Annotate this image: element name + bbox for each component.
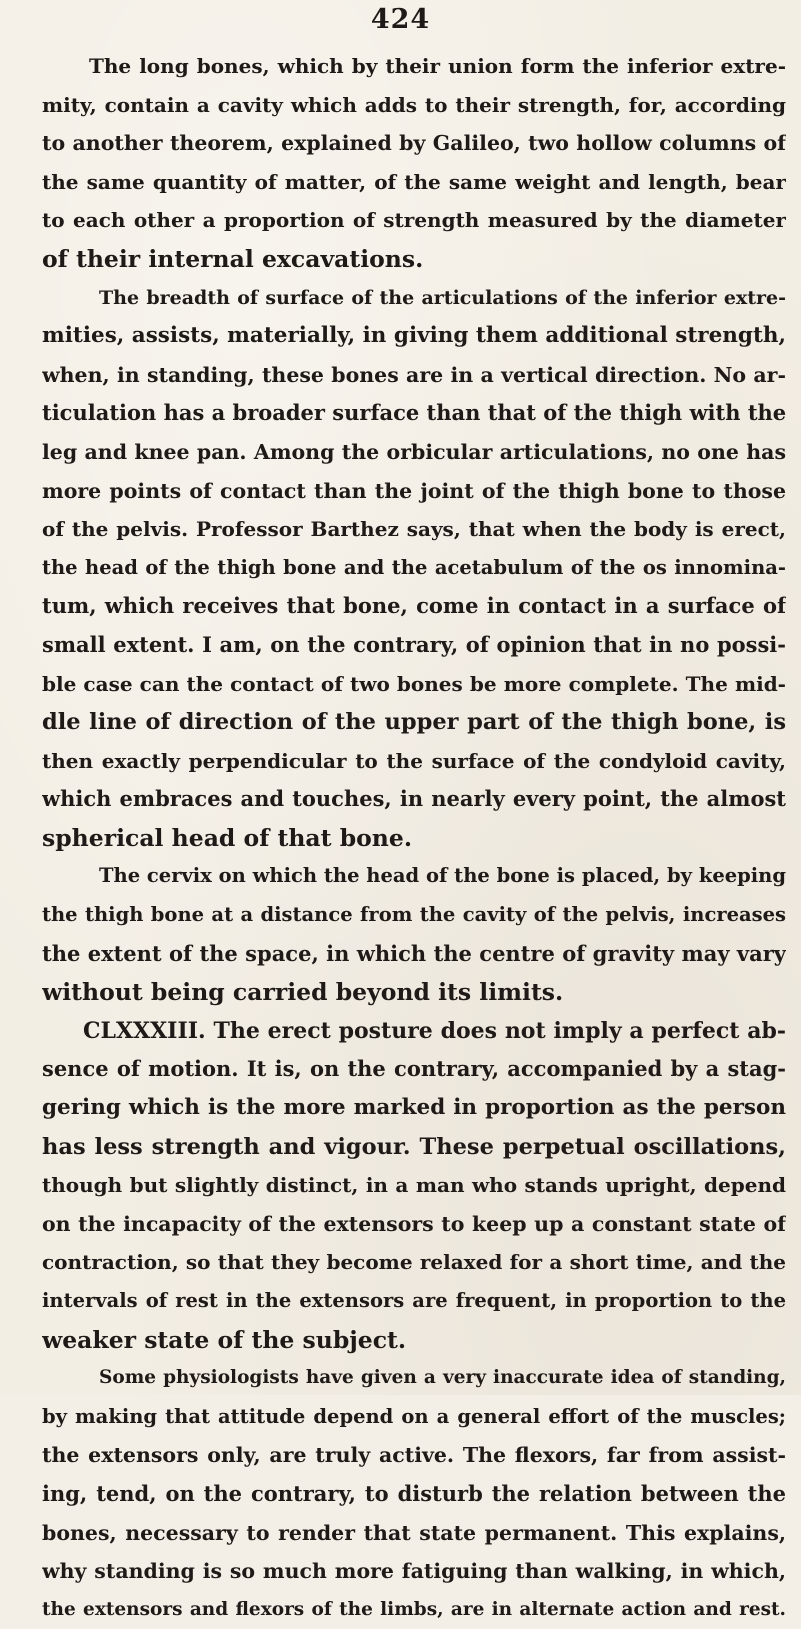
text-line: mities, assists, materially, in giving them additional strength, — [42, 323, 786, 349]
text-line: small extent. I am, on the contrary, of opinion that in no possi- — [42, 631, 786, 657]
text-line: the thigh bone at a distance from the cavity of the pelvis, increases — [42, 903, 786, 927]
text-line: which embraces and touches, in nearly every point, the almost — [42, 786, 786, 812]
body-text — [42, 47, 786, 1629]
text-line: sence of motion. It is, on the contrary, accompanied by a stag- — [42, 1056, 786, 1082]
text-line: gering which is the more marked in proportion as the person — [42, 1095, 786, 1121]
text-line: why standing is so much more fatiguing than walking, in which, — [42, 1559, 786, 1584]
text-line: the same quantity of matter, of the same weight and length, bear — [42, 169, 786, 194]
text-line: spherical head of that bone. — [42, 823, 413, 852]
text-line: then exactly perpendicular to the surface of the condyloid cavity, — [42, 748, 786, 773]
text-line: The cervix on which the head of the bone is placed, by keeping — [99, 864, 786, 888]
text-line: the extensors and flexors of the limbs, are in alternate action and rest. — [42, 1598, 786, 1620]
text-line: ticulation has a broader surface than that of the thigh with the — [42, 400, 786, 426]
text-line: tum, which receives that bone, come in contact in a surface of — [42, 593, 786, 619]
text-line: of their internal excavations. — [42, 244, 424, 273]
text-line: the extent of the space, in which the centre of gravity may vary — [42, 940, 786, 966]
page-number: 424 — [370, 4, 431, 35]
text-line: ble case can the contact of two bones be more complete. The mid- — [42, 671, 786, 696]
text-line: Some physiologists have given a very inaccurate idea of standing, — [99, 1367, 786, 1389]
text-line: more points of contact than the joint of the thigh bone to those — [42, 478, 786, 503]
section-heading-line: CLXXXIII. The erect posture does not imply a perfect ab- — [83, 1017, 786, 1044]
text-line: has less strength and vigour. These perpetual oscillations, — [42, 1133, 786, 1160]
text-line: to each other a proportion of strength measured by the diameter — [42, 208, 786, 233]
text-line: intervals of rest in the extensors are frequent, in proportion to the — [42, 1289, 786, 1312]
text-line: by making that attitude depend on a general effort of the muscles; — [42, 1404, 786, 1428]
text-line: leg and knee pan. Among the orbicular articulations, no one has — [42, 439, 786, 464]
text-line: the head of the thigh bone and the acetabulum of the os innomina- — [42, 555, 786, 579]
text-line: bones, necessary to render that state permanent. This explains, — [42, 1520, 786, 1545]
text-line: of the pelvis. Professor Barthez says, that when the body is erect, — [42, 517, 786, 542]
text-line: ing, tend, on the contrary, to disturb the relation between the — [42, 1480, 786, 1506]
text-line: mity, contain a cavity which adds to their strength, for, according — [42, 92, 786, 117]
text-line: to another theorem, explained by Galileo, two hollow columns of — [42, 131, 786, 156]
text-line: The long bones, which by their union form the inferior extre- — [89, 54, 786, 78]
text-line: when, in standing, these bones are in a vertical direction. No ar- — [42, 362, 786, 387]
text-line: though but slightly distinct, in a man who stands upright, depend — [42, 1173, 786, 1198]
text-line: The breadth of surface of the articulations of the inferior extre- — [99, 286, 786, 309]
text-line: without being carried beyond its limits. — [42, 978, 564, 1007]
text-line: on the incapacity of the extensors to keep up a constant state of — [42, 1211, 786, 1236]
text-line: the extensors only, are truly active. The flexors, far from assist- — [42, 1443, 786, 1468]
text-line: contraction, so that they become relaxed for a short time, and the — [42, 1250, 786, 1275]
text-line: weaker state of the subject. — [42, 1325, 407, 1354]
text-line: dle line of direction of the upper part of the thigh bone, is — [42, 709, 786, 736]
